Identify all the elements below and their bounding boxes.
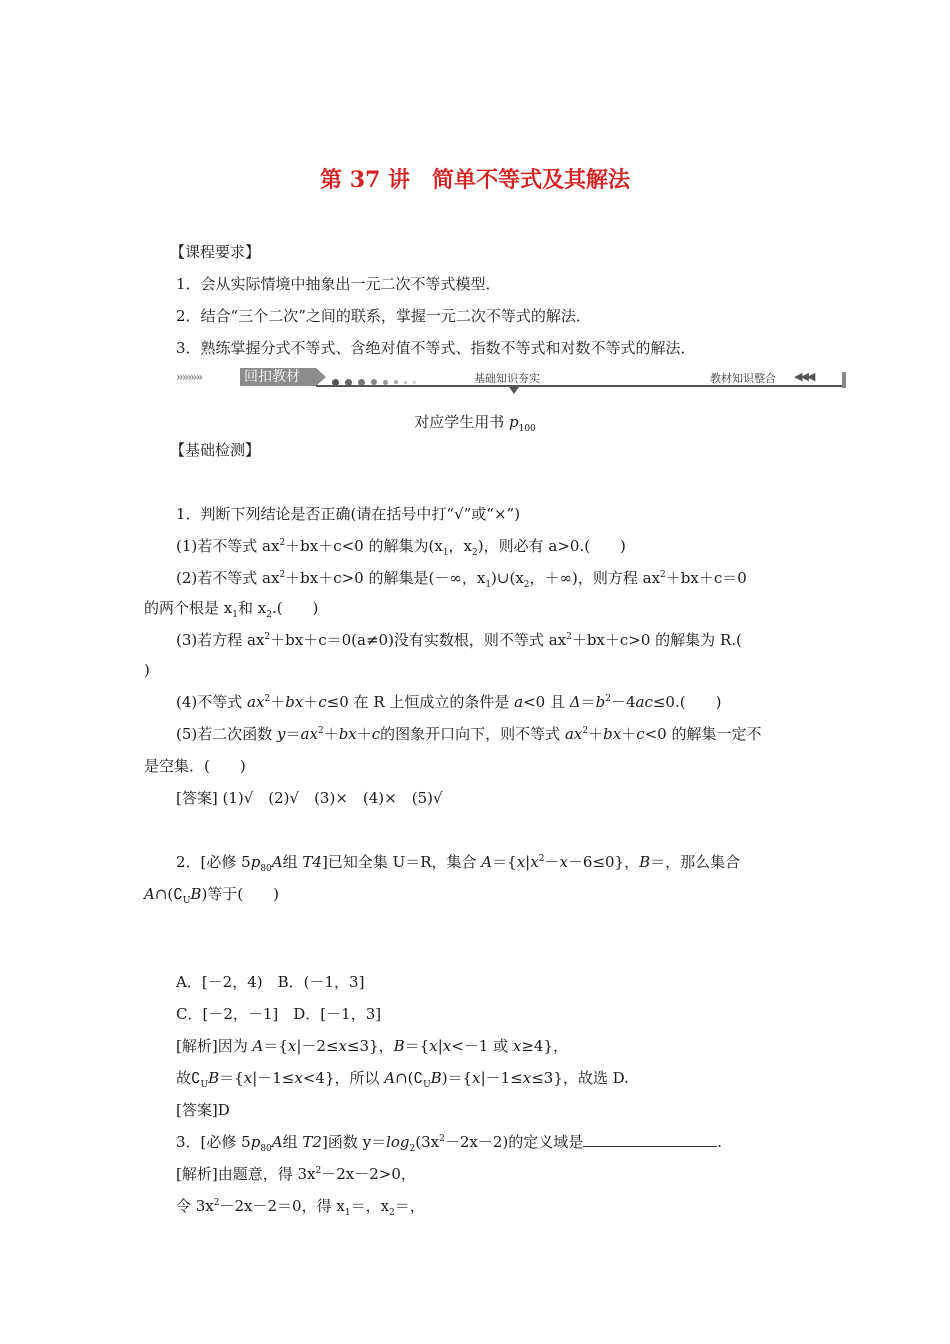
q2-solution-1: [解析]因为 A＝{x|－2≤x≤3}，B＝{x|x<－1 或 x≥4}， xyxy=(176,1037,568,1055)
triangle-down-icon xyxy=(509,387,519,394)
q2-options-cd: C．[－2，－1] D．[－1，3] xyxy=(176,1005,382,1023)
banner-right-label: 教材知识整合 xyxy=(710,372,776,385)
end-bar xyxy=(842,372,846,388)
q2-stem-cont: $A\cap(∁_UB)$等于( ) xyxy=(144,885,279,906)
q2-solution-2: 故$∁_UB=\{x|-1\le x<4\}$，所以 $A\cap(∁_UB)=\{x|-1\le x\le 3\}$，故选 D. xyxy=(176,1069,629,1090)
student-book-reference: 对应学生用书 $p_{100}$ xyxy=(414,413,536,434)
answer-blank[interactable] xyxy=(583,1132,717,1147)
q1-answer: [答案] (1)√ (2)√ (3)× (4)× (5)√ xyxy=(176,789,443,807)
q1-item-2: (2)若不等式 $ax^2+bx+c>0$ 的解集是(－∞，$x_1)\cup(x_2$，＋∞)，则方程 $ax^2+bx+c=0$ xyxy=(176,569,747,590)
arrow-icon xyxy=(316,368,326,386)
q1-item-4: (4)不等式 $ax^2+bx+c\le 0$ 在 R 上恒成立的条件是 a<0 且 $\Delta=b^2-4ac\le 0$.( ) xyxy=(176,693,722,711)
q1-item-3: (3)若方程 $ax^2+bx+c=0(a\ne 0)$没有实数根，则不等式 $ax^2+bx+c>0$ 的解集为 R.( xyxy=(176,631,742,649)
q1-item-5: (5)若二次函数 $y=ax^2+bx+c$的图象开口向下，则不等式 $ax^2+bx+c<0$ 的解集一定不 xyxy=(176,725,762,743)
requirements-heading: 【课程要求】 xyxy=(170,243,261,261)
page-title: 第 37 讲 简单不等式及其解法 xyxy=(320,167,630,193)
q1-item-5-cont: 是空集．( ) xyxy=(144,757,246,775)
back-arrows-icon: ◀◀◀ xyxy=(794,370,814,383)
q2-options-ab: A．[－2，4) B．(－1，3] xyxy=(176,973,365,991)
q1-item-1: (1)若不等式 $ax^2+bx+c<0$ 的解集为($x_1$，$x_2$)，则必有 a>0.( ) xyxy=(176,537,626,558)
q3-solution-1: [解析]由题意，得 $3x^2-2x-2>0$， xyxy=(176,1165,416,1183)
q3-stem: 3．[必修 $5p_{80}A$组 T2]函数 $y=\log_2(3x^2-2x-2)$的定义域是 . xyxy=(176,1133,723,1154)
section-banner xyxy=(176,368,848,400)
q3-solution-2: 令 $3x^2-2x-2=0$，得 $x_1=$，$x_2=$， xyxy=(176,1197,425,1218)
basic-check-heading: 【基础检测】 xyxy=(170,441,261,459)
q1-stem: 1．判断下列结论是否正确(请在括号中打“√”或“×”) xyxy=(176,505,521,523)
double-chevron-icon: ››››››››› xyxy=(176,370,202,384)
requirement-item: 1．会从实际情境中抽象出一元二次不等式模型． xyxy=(176,275,501,293)
dots-decoration xyxy=(332,372,422,390)
banner-middle-label: 基础知识夯实 xyxy=(474,372,540,385)
q2-answer: [答案]D xyxy=(176,1101,230,1119)
q1-item-2-cont: 的两个根是 $x_1$和 $x_2$.( ) xyxy=(144,599,319,620)
requirement-item: 3．熟练掌握分式不等式、含绝对值不等式、指数不等式和对数不等式的解法． xyxy=(176,339,696,357)
q1-item-3-cont: ) xyxy=(144,661,150,679)
requirement-item: 2．结合“三个二次”之间的联系，掌握一元二次不等式的解法． xyxy=(176,307,591,325)
banner-tag: 回扣教材 xyxy=(240,368,316,386)
q2-stem: 2．[必修 $5p_{80}A$组 T4]已知全集 U＝R，集合 $A=\{x|x^2-x-6\le 0\}$，B＝，那么集合 xyxy=(176,853,741,874)
